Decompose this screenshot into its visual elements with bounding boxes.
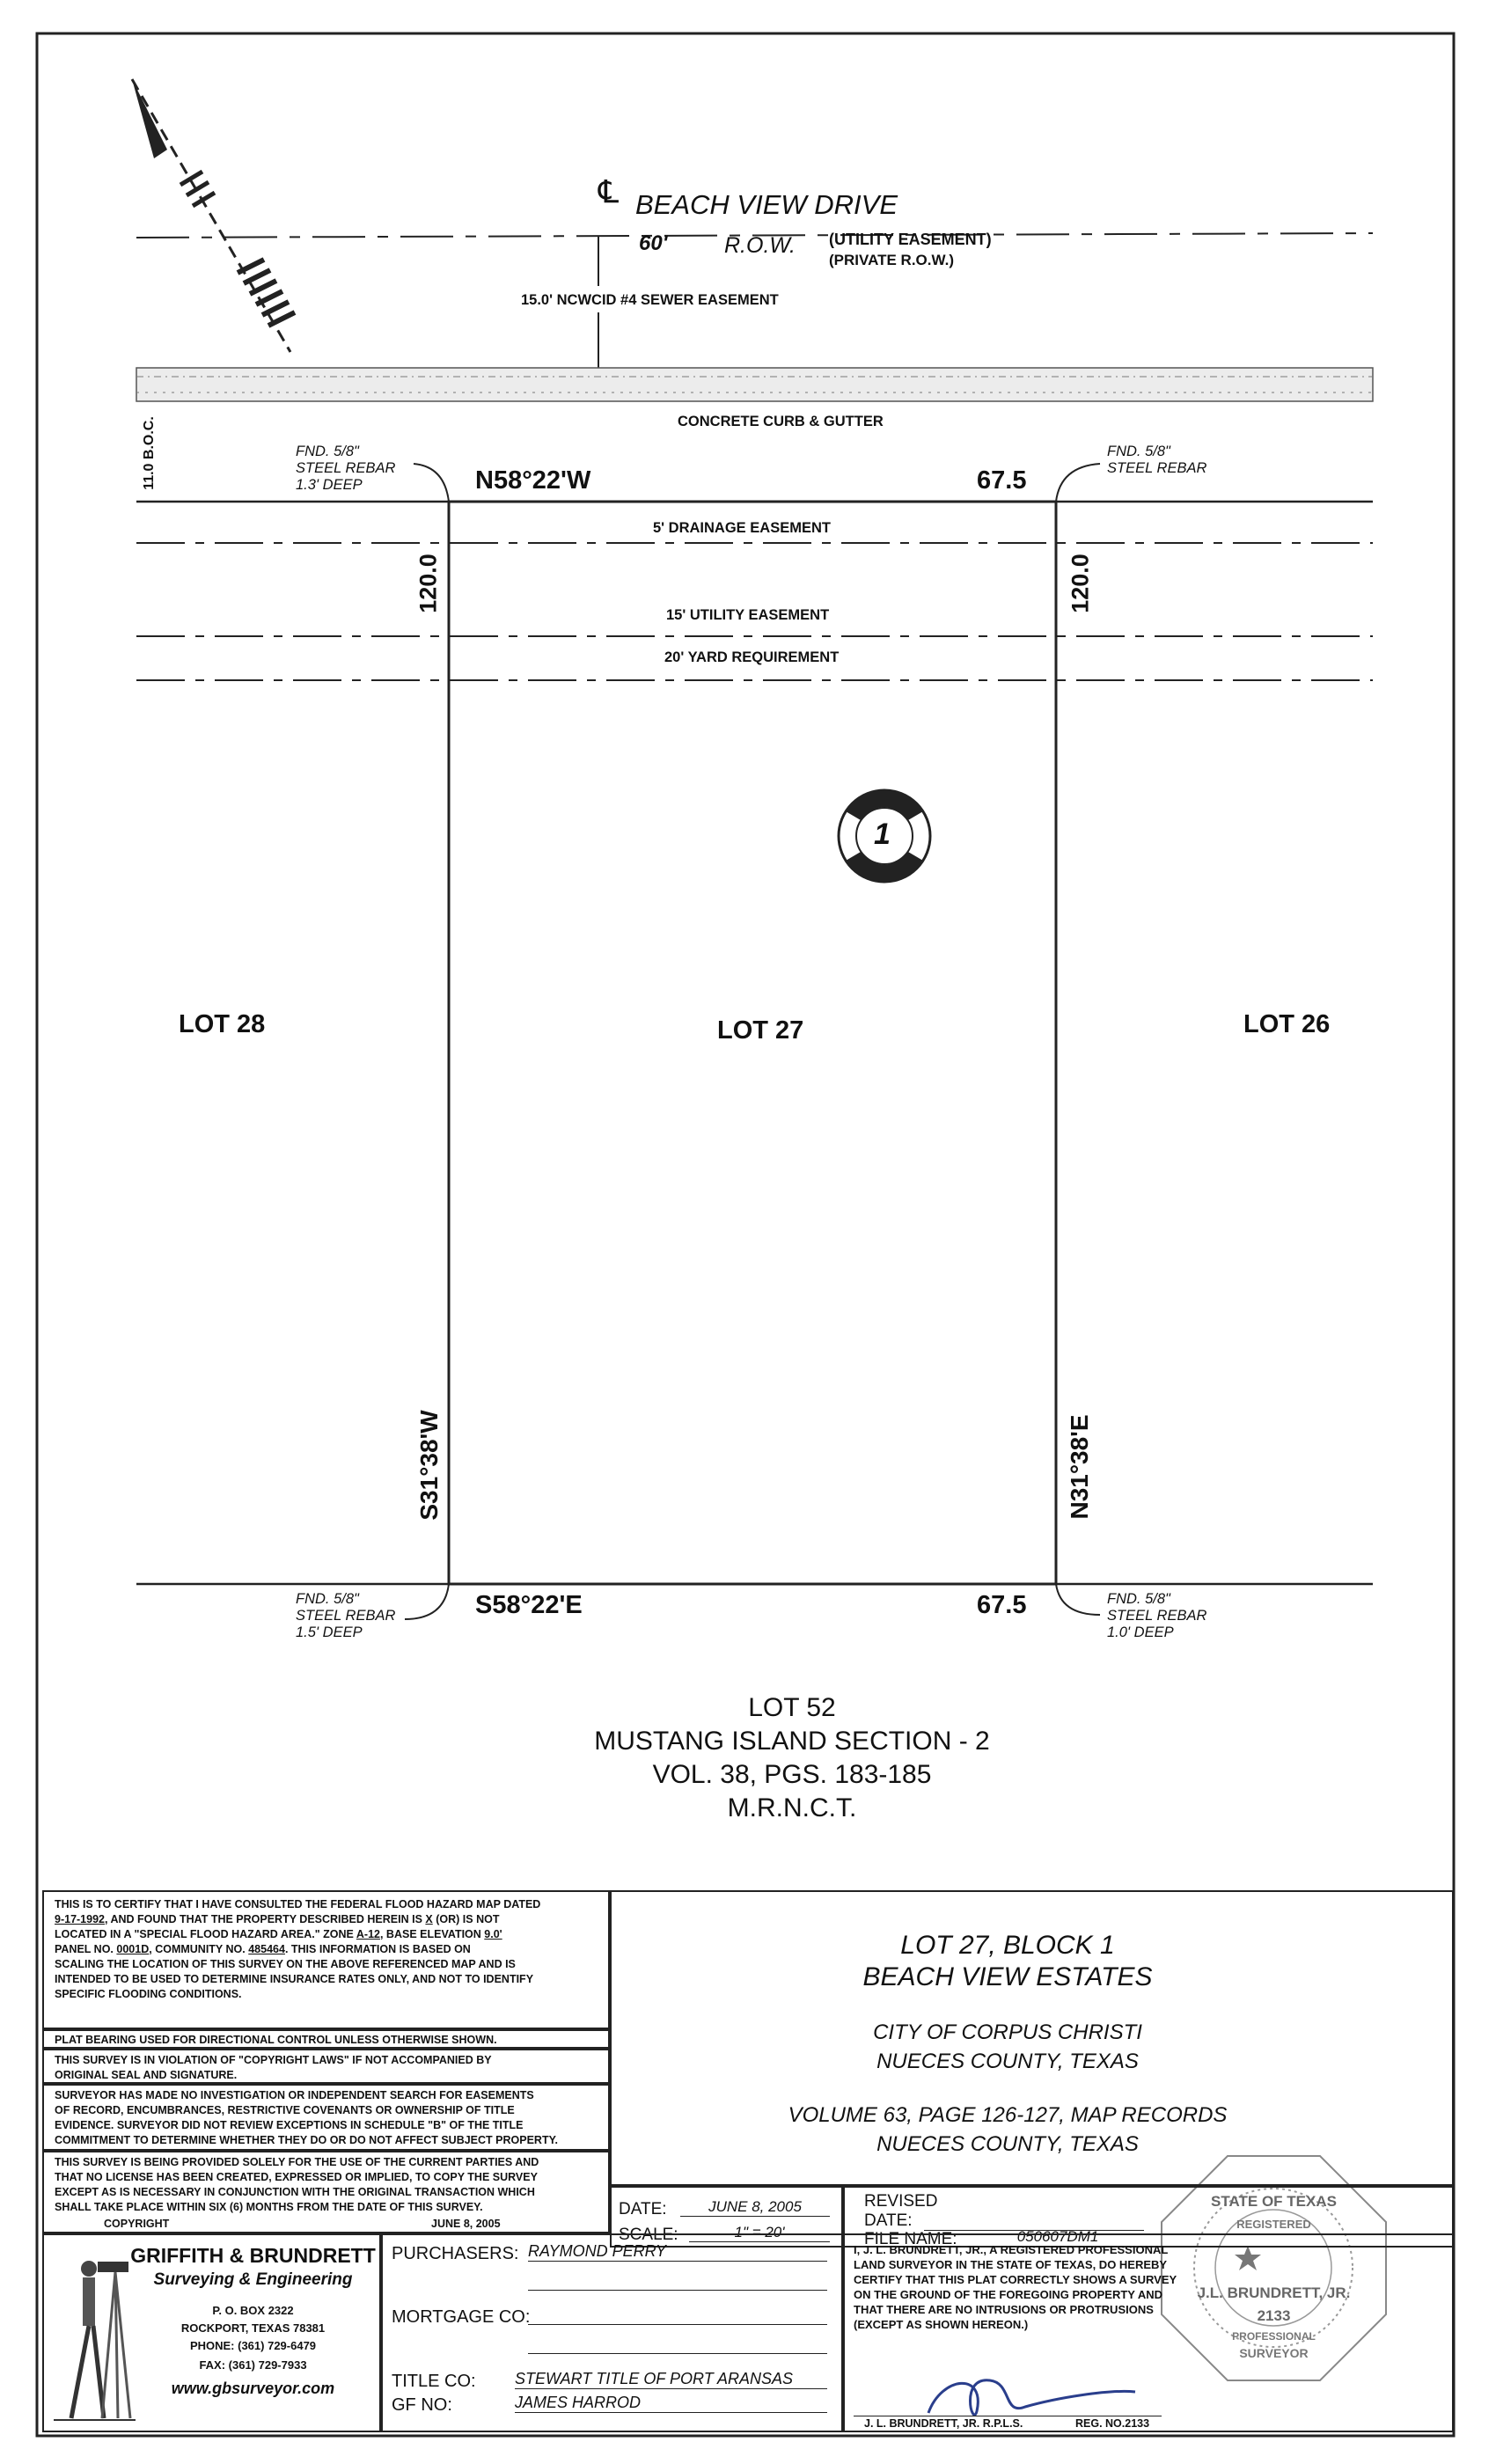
east-bearing: N31°38'E [1066, 1414, 1093, 1520]
west-distance: 120.0 [414, 554, 442, 613]
seal-number: 2133 [1257, 2307, 1291, 2324]
title-block [610, 1890, 1454, 2186]
revised-date-label: DATE: [864, 2211, 913, 2230]
company-block [42, 2233, 381, 2432]
certification-text: I, J. L. BRUNDRETT, JR., A REGISTERED PROFESSIONAL LAND SURVEYOR IN THE STATE OF TEXAS, DO HEREBY CERTIFY THAT THIS PLAT CORRECTLY SHOWS A SURVEY ON THE GROUND OF THE FOREGOING PROPERTY AND THAT THERE ARE NO INTRUSIONS OR PROTRUSIONS (EXCEPT AS SHOWN HEREON.) [854, 2243, 1177, 2331]
north-distance: 67.5 [977, 466, 1027, 495]
file-name-label: FILE NAME: [864, 2230, 957, 2248]
seal-professional: PROFESSIONAL [1232, 2330, 1316, 2343]
gf-number-label: GF NO: [392, 2395, 452, 2415]
copyright-text: THIS SURVEY IS IN VIOLATION OF "COPYRIGHT LAWS" IF NOT ACCOMPANIED BY ORIGINAL SEAL AND SIGNATURE. [55, 2054, 492, 2081]
scale-value: 1" = 20' [689, 2224, 830, 2242]
drainage-easement-label: 5' DRAINAGE EASEMENT [653, 520, 831, 536]
seal-registered: REGISTERED [1236, 2218, 1311, 2231]
easement-search-box [42, 2084, 610, 2151]
mortgage-label: MORTGAGE CO: [392, 2307, 531, 2327]
lot-26-label: LOT 26 [1243, 1010, 1331, 1038]
date-value: JUNE 8, 2005 [680, 2198, 830, 2217]
company-fax: FAX: (361) 729-7933 [199, 2358, 307, 2372]
title-lot: LOT 27, BLOCK 1 [900, 1931, 1115, 1960]
purchasers-value: RAYMOND PERRY [528, 2242, 827, 2262]
mortgage-extra-line [528, 2353, 827, 2354]
north-arrow-icon [132, 79, 295, 352]
revised-label: REVISED [864, 2192, 938, 2211]
monument-sw: FND. 5/8" STEEL REBAR 1.5' DEEP [296, 1591, 396, 1640]
title-co-value: STEWART TITLE OF PORT ARANSAS [515, 2370, 827, 2389]
registration-number: REG. NO.2133 [1075, 2417, 1150, 2430]
copyright-box [42, 2049, 610, 2084]
surveyor-name: J. L. BRUNDRETT, JR. R.P.L.S. [864, 2417, 1023, 2430]
title-city: CITY OF CORPUS CHRISTI [873, 2020, 1142, 2044]
concrete-curb-band [136, 368, 1373, 401]
north-bearing: N58°22'W [475, 466, 591, 495]
utility-easement-15-label: 15' UTILITY EASEMENT [666, 607, 830, 623]
surveyor-tripod-icon [49, 2242, 137, 2427]
sewer-easement-label: 15.0' NCWCID #4 SEWER EASEMENT [521, 292, 779, 308]
east-distance: 120.0 [1067, 554, 1094, 613]
date-label: DATE: [619, 2200, 667, 2218]
scale-label: SCALE: [619, 2226, 678, 2244]
lot-28-label: LOT 28 [179, 1010, 266, 1038]
seal-surveyor: SURVEYOR [1239, 2346, 1309, 2360]
utility-easement-label: (UTILITY EASEMENT) [829, 231, 992, 248]
title-co-label: TITLE CO: [392, 2372, 476, 2391]
usage-license-text: THIS SURVEY IS BEING PROVIDED SOLELY FOR THE USE OF THE CURRENT PARTIES AND THAT NO LICENSE HAS BEEN CREATED, EXPRESSED OR IMPLIED, TO COPY THE SURVEY EXCEPT AS IS NECESSARY IN CONJUNCTION WITH THE ORIGINAL TRANSACTION WHICH SHALL TAKE PLACE WITHIN SIX (6) MONTHS FROM THE DATE OF THIS SURVEY. [55, 2156, 539, 2213]
seal-name: J.L. BRUNDRETT, JR. [1197, 2284, 1351, 2301]
plat-bearing-box [42, 2029, 610, 2049]
company-city: ROCKPORT, TEXAS 78381 [180, 2321, 326, 2335]
monument-nw: FND. 5/8" STEEL REBAR 1.3' DEEP [296, 444, 396, 493]
row-label: R.O.W. [724, 233, 796, 258]
purchasers-extra-line [528, 2290, 827, 2291]
curb-label: CONCRETE CURB & GUTTER [678, 414, 884, 429]
south-bearing: S58°22'E [475, 1591, 583, 1619]
gf-number-value: JAMES HARROD [515, 2394, 827, 2413]
monument-ne: FND. 5/8" STEEL REBAR [1107, 444, 1207, 476]
company-name: GRIFFITH & BRUNDRETT [130, 2244, 376, 2267]
flood-certificate-text: THIS IS TO CERTIFY THAT I HAVE CONSULTED THE FEDERAL FLOOD HAZARD MAP DATED 9-17-1992, AND FOUND THAT THE PROPERTY DESCRIBED HEREIN IS X (OR) IS NOT LOCATED IN A "SPECIAL FLOOD HAZARD AREA." ZONE A-12, BASE ELEVATION 9.0' PANEL NO. 0001D, COMMUNITY NO. 485464. THIS INFORMATION IS BASED ON SCALING THE LOCATION OF THIS SURVEY ON THE ABOVE REFERENCED MAP AND IS INTENDED TO BE USED TO DETERMINE INSURANCE RATES ONLY, AND NOT TO IDENTIFY SPECIFIC FLOODING CONDITIONS. [55, 1898, 541, 2000]
company-po-box: P. O. BOX 2322 [212, 2304, 294, 2317]
mortgage-value [528, 2306, 827, 2325]
title-county: NUECES COUNTY, TEXAS [876, 2050, 1139, 2073]
street-name: BEACH VIEW DRIVE [635, 189, 898, 220]
usage-license-box [42, 2151, 610, 2233]
copyright-label: COPYRIGHT [104, 2218, 170, 2230]
parties-block [381, 2233, 843, 2432]
south-distance: 67.5 [977, 1591, 1027, 1619]
file-name-value: 050607DM1 [970, 2228, 1146, 2247]
row-width: 60' [639, 231, 668, 255]
lot-27-label: LOT 27 [717, 1016, 804, 1045]
yard-requirement-label: 20' YARD REQUIREMENT [664, 649, 840, 665]
building-number: 1 [874, 818, 891, 851]
centerline-symbol: ℄ [598, 173, 620, 209]
monument-se: FND. 5/8" STEEL REBAR 1.0' DEEP [1107, 1591, 1207, 1640]
company-phone: PHONE: (361) 729-6479 [189, 2339, 317, 2352]
title-county-2: NUECES COUNTY, TEXAS [876, 2132, 1139, 2156]
company-tagline: Surveying & Engineering [153, 2270, 353, 2289]
back-of-curb-label: 11.0 B.O.C. [142, 416, 157, 490]
west-bearing: S31°38'W [415, 1410, 443, 1521]
flood-certificate-box [42, 1890, 610, 2029]
title-subdivision: BEACH VIEW ESTATES [862, 1962, 1153, 1991]
easement-search-text: SURVEYOR HAS MADE NO INVESTIGATION OR INDEPENDENT SEARCH FOR EASEMENTS OF RECORD, ENCUMBRANCES, RESTRICTIVE COVENANTS OR OWNERSHIP OF TITLE EVIDENCE. SURVEYOR DID NOT REVIEW EXCEPTIONS IN SCHEDULE "B" OF THE TITLE COMMITMENT TO DETERMINE WHETHER THEY DO OR DO NOT AFFECT SUBJECT PROPERTY. [55, 2089, 559, 2146]
plat-bearing-text: PLAT BEARING USED FOR DIRECTIONAL CONTROL UNLESS OTHERWISE SHOWN. [55, 2034, 497, 2046]
seal-state: STATE OF TEXAS [1211, 2193, 1337, 2210]
south-block-info: LOT 52 MUSTANG ISLAND SECTION - 2 VOL. 38, PGS. 183-185 M.R.N.C.T. [594, 1693, 990, 1822]
company-website[interactable]: www.gbsurveyor.com [171, 2380, 335, 2397]
private-row-label: (PRIVATE R.O.W.) [829, 252, 954, 268]
title-volume: VOLUME 63, PAGE 126-127, MAP RECORDS [788, 2103, 1228, 2127]
purchasers-label: PURCHASERS: [392, 2244, 519, 2263]
copyright-date: JUNE 8, 2005 [431, 2218, 501, 2230]
